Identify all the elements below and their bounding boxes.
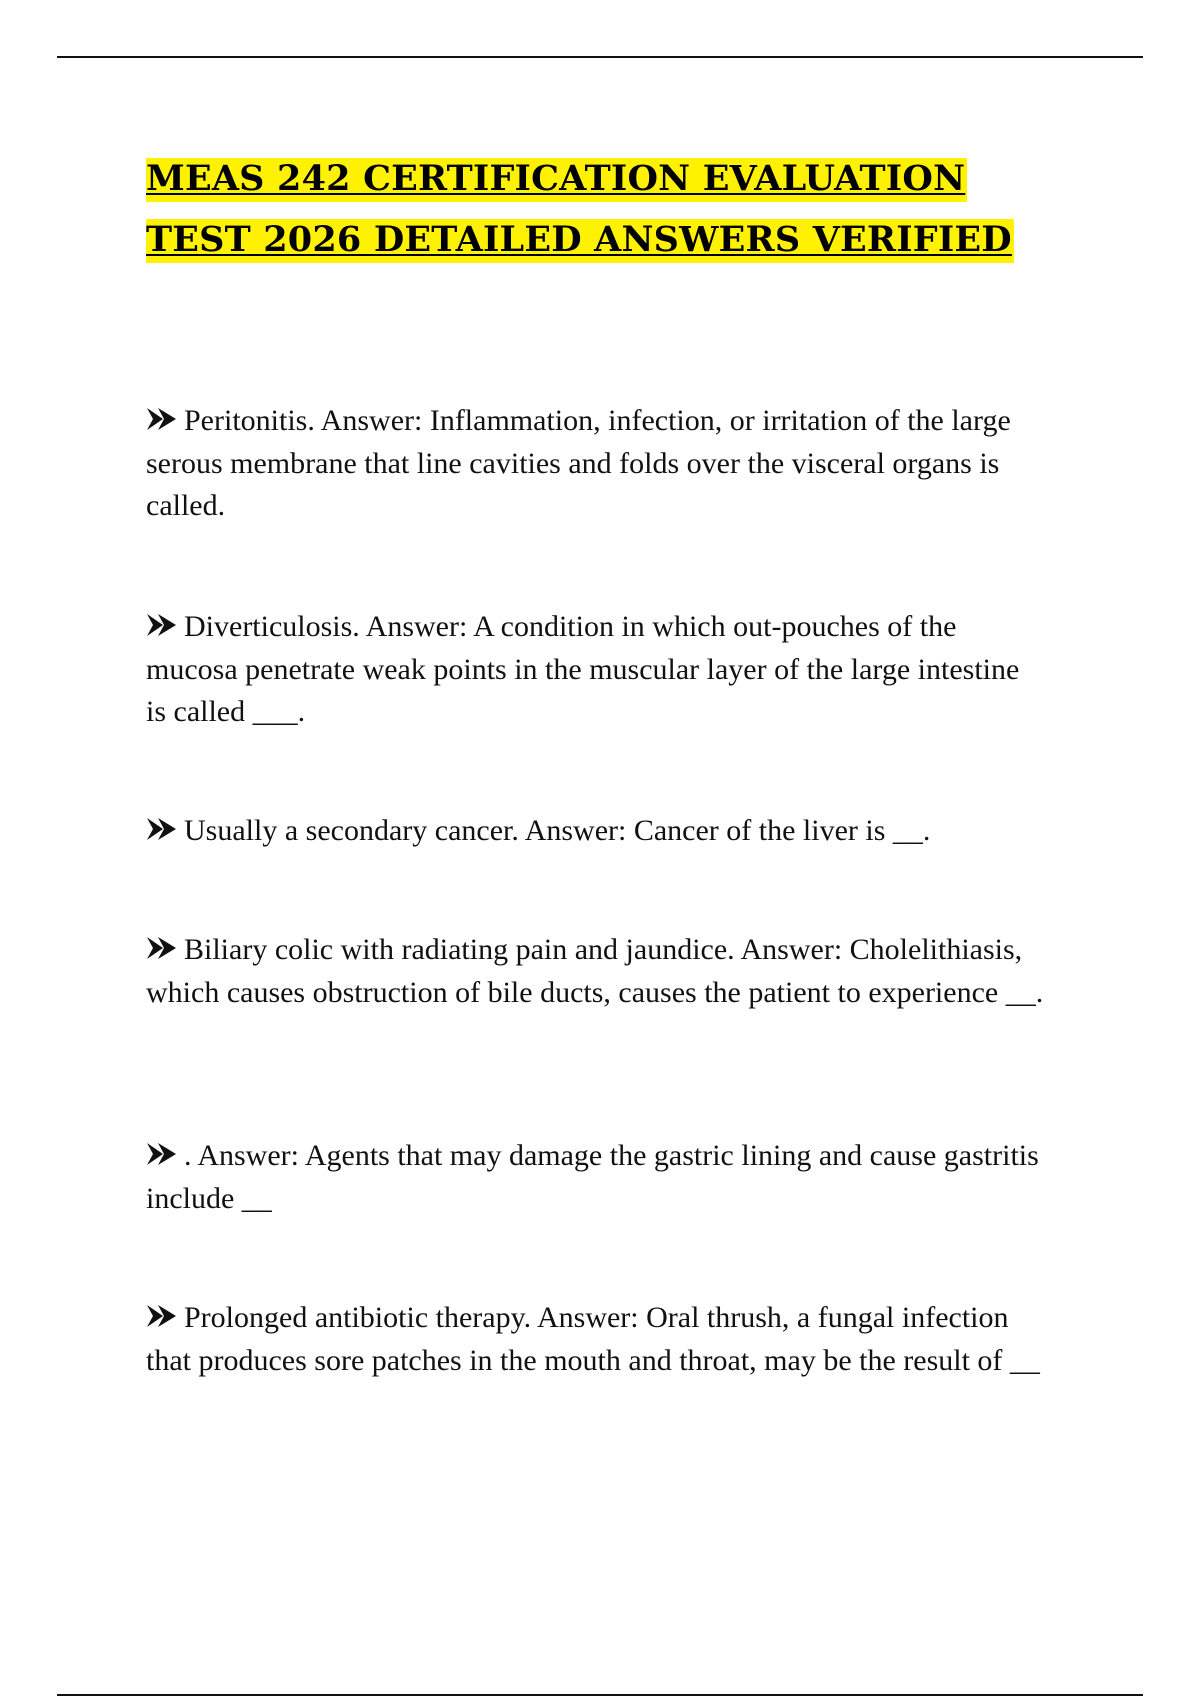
qa-text: . Answer: Agents that may damage the gastric lining and cause gastritis include __ xyxy=(146,1139,1039,1215)
qa-text: Usually a secondary cancer. Answer: Cancer of the liver is __. xyxy=(184,814,931,847)
qa-item-5 xyxy=(146,1135,1046,1220)
qa-item-4 xyxy=(146,929,1046,1014)
double-arrowhead-icon xyxy=(146,816,178,842)
double-arrowhead-icon xyxy=(146,1303,178,1329)
title-line-2: TEST 2026 DETAILED ANSWERS VERIFIED xyxy=(146,219,1014,263)
bottom-rule xyxy=(57,1694,1143,1696)
qa-text: Prolonged antibiotic therapy. Answer: Oral thrush, a fungal infection that produces sore patches in the mouth and throat, may be the result of __ xyxy=(146,1301,1040,1377)
qa-text: Biliary colic with radiating pain and jaundice. Answer: Cholelithiasis, which causes obstruction of bile ducts, causes the patient to experience __. xyxy=(146,933,1044,1009)
double-arrowhead-icon xyxy=(146,406,178,432)
qa-item-1 xyxy=(146,400,1046,528)
qa-item-3 xyxy=(146,810,1046,853)
qa-item-6 xyxy=(146,1297,1046,1382)
qa-text: Peritonitis. Answer: Inflammation, infection, or irritation of the large serous membrane that line cavities and folds over the visceral organs is called. xyxy=(146,404,1011,522)
qa-text: Diverticulosis. Answer: A condition in which out-pouches of the mucosa penetrate weak points in the muscular layer of the large intestine is called ___. xyxy=(146,610,1020,728)
title-line-1: MEAS 242 CERTIFICATION EVALUATION xyxy=(146,158,967,202)
double-arrowhead-icon xyxy=(146,935,178,961)
double-arrowhead-icon xyxy=(146,1141,178,1167)
double-arrowhead-icon xyxy=(146,612,178,638)
qa-item-2 xyxy=(146,606,1046,734)
top-rule xyxy=(57,56,1143,58)
document-title xyxy=(146,148,1066,270)
